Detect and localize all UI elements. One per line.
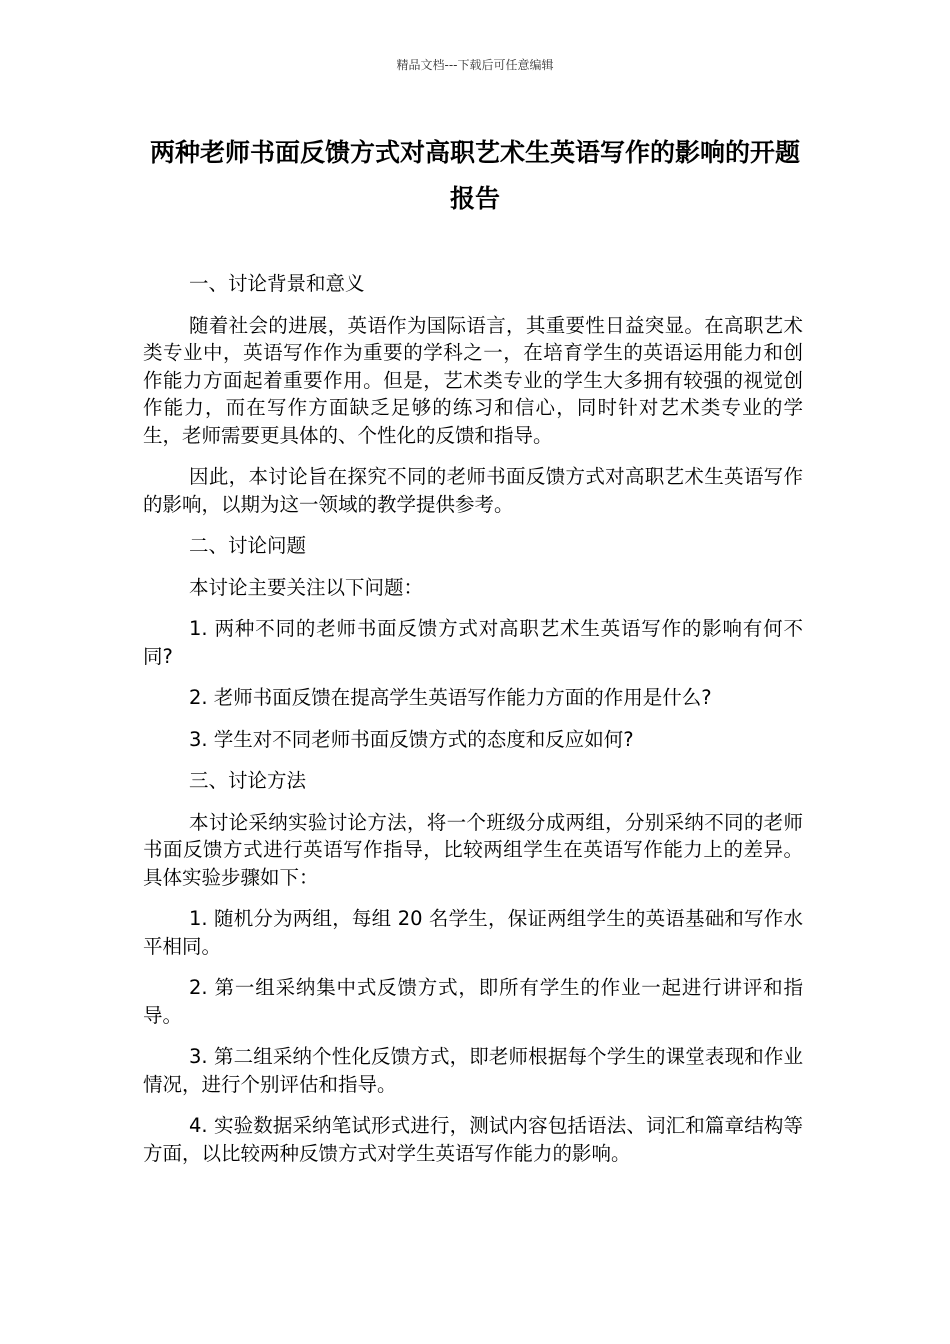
page-header: 精品文档---下载后可任意编辑 (396, 58, 554, 72)
paragraph-background: 随着社会的进展，英语作为国际语言，其重要性日益突显。在高职艺术类专业中，英语写作作为重要的学科之一，在培育学生的英语运用能力和创作能力方面起着重要作用。但是，艺术类专业的学生大多拥有较强的视觉创作能力，而在写作方面缺乏足够的练习和信心，同时针对艺术类专业的学生，老师需要更具体的、个性化的反馈和指导。 (143, 313, 803, 447)
paragraph-methods: 本讨论采纳实验讨论方法，将一个班级分成两组，分别采纳不同的老师书面反馈方式进行英语写作指导，比较两组学生在英语写作能力上的差异。具体实验步骤如下： (143, 810, 803, 889)
document-title: 两种老师书面反馈方式对高职艺术生英语写作的影响的开题报告 (149, 138, 800, 213)
method-step-3: 3. 第二组采纳个性化反馈方式，即老师根据每个学生的课堂表现和作业情况，进行个别评估和指导。 (143, 1045, 803, 1096)
question-item-3: 3. 学生对不同老师书面反馈方式的态度和反应如何? (189, 727, 634, 751)
method-step-1: 1. 随机分为两组，每组 20 名学生，保证两组学生的英语基础和写作水平相同。 (143, 907, 803, 958)
section-heading-questions: 二、讨论问题 (189, 534, 307, 557)
method-step-2: 2. 第一组采纳集中式反馈方式，即所有学生的作业一起进行讲评和指导。 (143, 976, 803, 1027)
section-heading-methods: 三、讨论方法 (189, 769, 307, 792)
paragraph-questions-intro: 本讨论主要关注以下问题： (189, 575, 424, 599)
document-body (143, 270, 803, 1181)
paragraph-purpose: 因此，本讨论旨在探究不同的老师书面反馈方式对高职艺术生英语写作的影响，以期为这一领域的教学提供参考。 (143, 465, 803, 516)
question-item-1: 1. 两种不同的老师书面反馈方式对高职艺术生英语写作的影响有何不同? (143, 617, 803, 668)
method-step-4: 4. 实验数据采纳笔试形式进行，测试内容包括语法、词汇和篇章结构等方面，以比较两种反馈方式对学生英语写作能力的影响。 (143, 1114, 803, 1165)
question-item-2: 2. 老师书面反馈在提高学生英语写作能力方面的作用是什么? (189, 686, 712, 709)
section-heading-background: 一、讨论背景和意义 (189, 272, 365, 295)
